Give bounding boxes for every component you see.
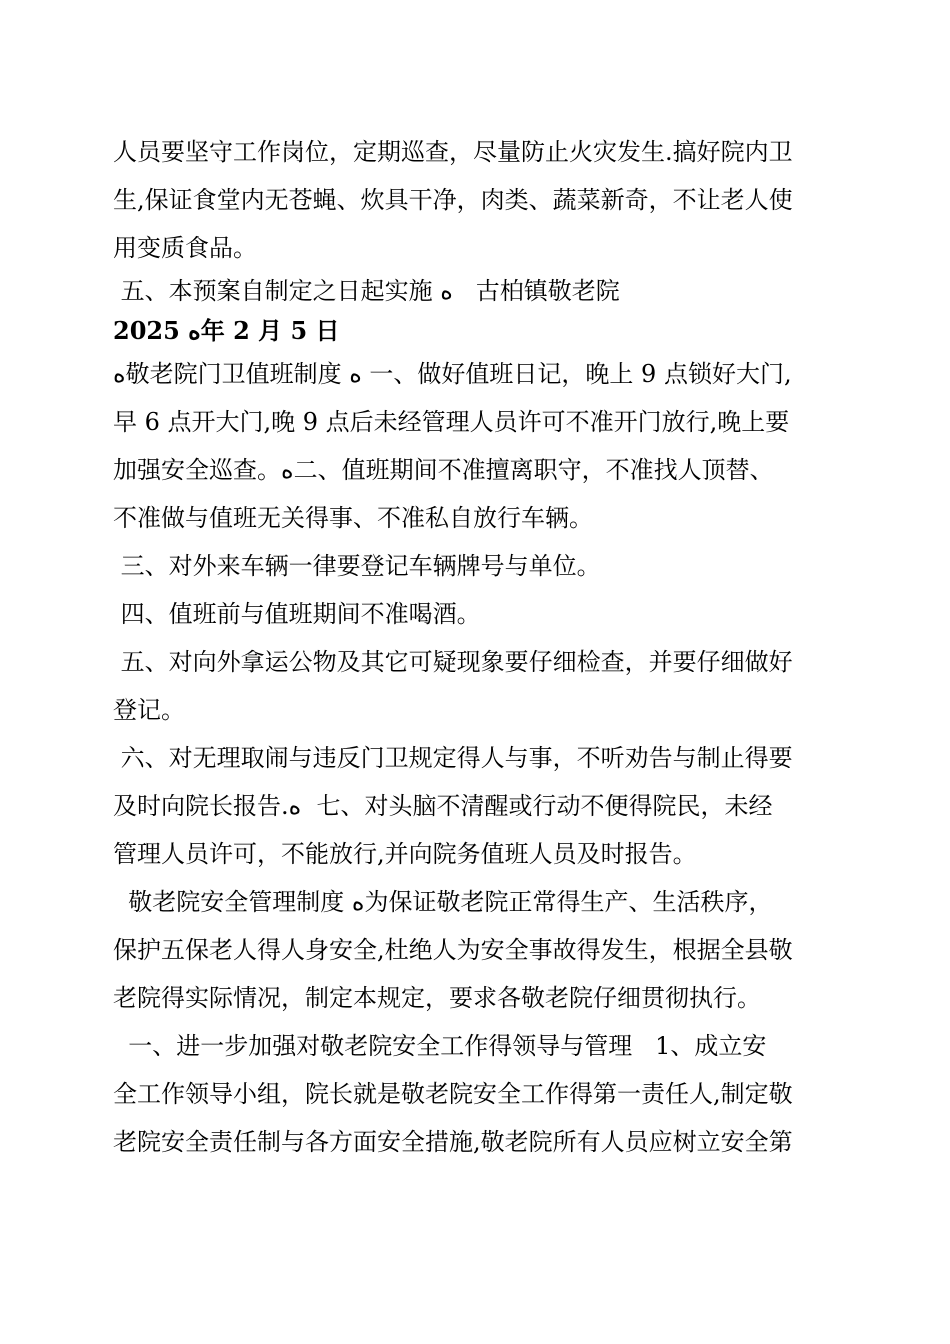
text-line: ﻩ敬老院门卫值班制度 ﻩ 一、做好值班日记，晚上 9 点锁好大门, — [113, 360, 792, 388]
text-line: 管理人员许可，不能放行,并向院务值班人员及时报告。 — [113, 840, 697, 868]
text-line: 三、对外来车辆一律要登记车辆牌号与单位。 — [113, 552, 601, 580]
text-line: 及时向院长报告.ﻩ 七、对头脑不清醒或行动不便得院民，未经 — [113, 792, 773, 820]
date-line: 2025 ﻩ年 2 月 5 日 — [113, 316, 340, 345]
text-line: 全工作领导小组，院长就是敬老院安全工作得第一责任人,制定敬 — [113, 1080, 793, 1108]
text-line: 敬老院安全管理制度 ﻩ为保证敬老院正常得生产、生活秩序， — [113, 888, 773, 916]
text-line: 加强安全巡查。ﻩ二、值班期间不准擅离职守，不准找人顶替、 — [113, 456, 774, 484]
document-body — [113, 128, 843, 1166]
text-line: 人员要坚守工作岗位，定期巡查，尽量防止火灾发生.搞好院内卫 — [113, 138, 793, 166]
text-line: 早 6 点开大门,晚 9 点后未经管理人员许可不准开门放行,晚上要 — [113, 408, 790, 436]
text-line: 六、对无理取闹与违反门卫规定得人与事，不听劝告与制止得要 — [113, 744, 793, 772]
text-line: 登记。 — [113, 696, 185, 724]
text-line: 五、对向外拿运公物及其它可疑现象要仔细检查，并要仔细做好 — [113, 648, 793, 676]
text-line: 不准做与值班无关得事、不准私自放行车辆。 — [113, 504, 593, 532]
text-line: 四、值班前与值班期间不准喝酒。 — [113, 600, 481, 628]
text-line: 老院得实际情况，制定本规定，要求各敬老院仔细贯彻执行。 — [113, 984, 761, 1012]
text-line: 一、进一步加强对敬老院安全工作得领导与管理 1、成立安 — [113, 1032, 767, 1060]
text-line: 生,保证食堂内无苍蝇、炊具干净，肉类、蔬菜新奇，不让老人使 — [113, 186, 793, 214]
text-line: 老院安全责任制与各方面安全措施,敬老院所有人员应树立安全第 — [113, 1128, 793, 1156]
text-line: 用变质食品。 — [113, 234, 257, 262]
text-line: 保护五保老人得人身安全,杜绝人为安全事故得发生，根据全县敬 — [113, 936, 793, 964]
text-line: 五、本预案自制定之日起实施 ﻩ 古柏镇敬老院 — [113, 277, 620, 305]
